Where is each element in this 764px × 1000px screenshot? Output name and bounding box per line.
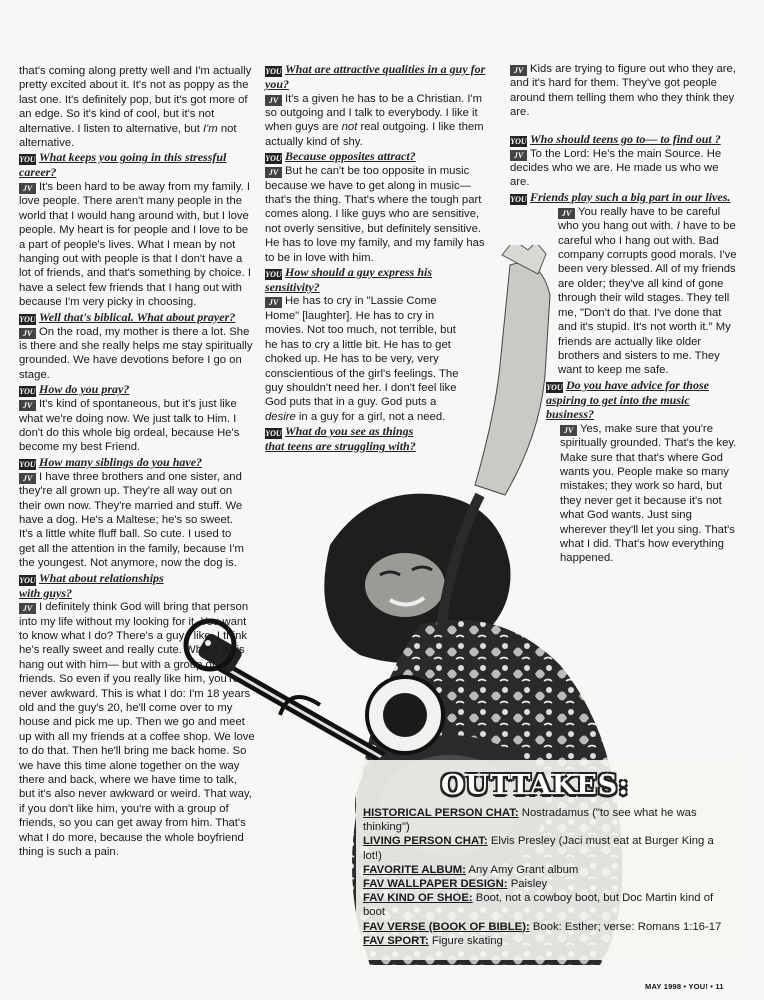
jv-badge-icon: JV bbox=[265, 95, 282, 106]
answer-how-pray: JV It's kind of spontaneous, but it's just like what we're doing now. We just talk to Him. I don't do this whole big ordeal, because He's become my best Friend. bbox=[19, 398, 240, 454]
answer-siblings: JV I have three brothers and one sister, and they're all grown up. They're all way out on their own now. They're married and stuff. We have a dog. He's a Maltese; he's so sweet. It's a little white fluff ball. So cute. I used to get all the attention in the family, because I'm the youngest. Not anymore, now the dog is. bbox=[19, 470, 244, 570]
jv-badge-icon: JV bbox=[265, 297, 282, 308]
outtake-item: FAV WALLPAPER DESIGN: Paisley bbox=[363, 878, 548, 891]
answer-who-to-go-to: JV To the Lord: He's the main Source. He decides who we are. He made us who we are. bbox=[510, 147, 722, 189]
jv-badge-icon: JV bbox=[19, 183, 36, 194]
question-attractive-qualities: YOU What are attractive qualities in a guy for you? bbox=[265, 62, 486, 91]
answer-teens-struggling: JV Kids are trying to figure out who they are, and it's hard for them. They've got people around them telling them who they think they are. bbox=[510, 63, 736, 119]
question-sensitivity: YOU How should a guy express his sensitivity? bbox=[265, 264, 433, 294]
jv-badge-icon: JV bbox=[510, 150, 527, 161]
you-badge-icon: YOU bbox=[19, 387, 36, 397]
outtake-item: FAV SPORT: Figure skating bbox=[363, 934, 503, 947]
you-badge-icon: YOU bbox=[546, 382, 563, 392]
question-how-pray: YOU How do you pray? bbox=[19, 382, 130, 397]
outtake-item: FAVORITE ALBUM: Any Amy Grant album bbox=[363, 863, 579, 876]
question-who-to-go-to: YOU Who should teens go to— to find out ? bbox=[510, 131, 721, 146]
jv-badge-icon: JV bbox=[19, 400, 36, 411]
answer-prayer: JV On the road, my mother is there a lot. She is there and she really helps me stay spiritually grounded. We have devotions before I go on stage. bbox=[19, 325, 253, 381]
page-footer: MAY 1998 • YOU! • 11 bbox=[645, 982, 724, 991]
jv-badge-icon: JV bbox=[558, 208, 575, 219]
outtakes-box bbox=[356, 760, 741, 960]
jv-badge-icon: JV bbox=[19, 473, 36, 484]
jv-badge-icon: JV bbox=[19, 328, 36, 339]
jv-badge-icon: JV bbox=[265, 167, 282, 178]
you-badge-icon: YOU bbox=[265, 429, 282, 439]
question-friends: YOU Friends play such a big part in our lives. bbox=[510, 189, 731, 204]
answer-music-business: JV Yes, make sure that you're spiritually grounded. That's the key. Make sure that that's where God wants you. People make so many mistakes; they work so hard, but they never get it because it's not what God wants. Just sing wherever they'll let you sing. That's what I did. That's how everything happened. bbox=[560, 422, 737, 565]
answer-stressful-career: JV It's been hard to be away from my family. I love people. There aren't many people in the world that I would hang around with, but I love people. My heart is for people and I love to be a part of people's lives. What I mean by not hanging out with people is that I don't have a lot of friends, and that's something by choice. I have a select few friends that I hang out with because I'm very picky in choosing. bbox=[19, 180, 251, 309]
jv-badge-icon: JV bbox=[19, 603, 36, 614]
jv-badge-icon: JV bbox=[510, 65, 527, 76]
answer-attractive-qualities: JV It's a given he has to be a Christian. I'm so outgoing and I talk to everybody. I like it when guys are not real outgoing. I like them actually kind of shy. bbox=[265, 92, 484, 148]
intro-text: that's coming along pretty well and I'm actually pretty excited about it. It's not as poppy as the last one. It's definitely pop, but it's got more of an edge. So it's kind of cool, but it's not alternative. I listen to alternative, but I'm not alternative. bbox=[19, 65, 252, 150]
you-badge-icon: YOU bbox=[265, 269, 282, 279]
face bbox=[365, 553, 445, 617]
question-opposites: YOU Because opposites attract? bbox=[265, 149, 416, 164]
outtake-item: LIVING PERSON CHAT: Elvis Presley (Jaci must eat at Burger King a lot!) bbox=[363, 835, 714, 862]
outtake-item: HISTORICAL PERSON CHAT: Nostradamus ("to see what he was thinking") bbox=[363, 807, 697, 834]
answer-friends: JV You really have to be careful who you hang out with. I have to be careful who I hang out with. Bad company corrupts good morals. I've been very blessed. All of my friends are older; they've all kind of gone through their wild stages. They tell me, "Don't do that. I've done that and it's stupid. It's not worth it." My friends are actually like older brothers and sisters to me. They want to keep me safe. bbox=[558, 205, 737, 377]
answer-relationships: JV I definitely think God will bring that person into my life without my looking for it. You want to know what I do? There's a guy I like. I think he's really sweet and really cute. What I do is hang out with him— but with a group of friends. So even if you really like him, you're never awkward. This is what I do: I'm 18 years old and the guy's 20, he'll come over to my house and pick me up. Then we go and meet up with all my friends at a coffee shop. We love to do that. Then he'll bring me back home. So we have this time alone together on the way there and back, where we have time to talk, but it's also never awkward or weird. That way, if you don't like him, you're with a group of friends, so you can get away from him. That's what I do more, because the whole boyfriend thing is such a pain. bbox=[19, 601, 255, 859]
question-siblings: YOU How many siblings do you have? bbox=[19, 454, 203, 469]
you-badge-icon: YOU bbox=[19, 459, 36, 469]
answer-sensitivity: JV He has to cry in "Lassie Come Home" [laughter]. He has to cry in movies. Not too much, not terrible, but he has to cry a little bit. He has to get choked up. He has to be very, very conscientious of the girl's feelings. The guy shouldn't need her. I don't feel like God puts that in a guy. God puts a desire in a guy for a girl, not a need. bbox=[265, 295, 459, 423]
column-3 bbox=[510, 62, 740, 566]
you-badge-icon: YOU bbox=[510, 194, 527, 204]
you-badge-icon: YOU bbox=[265, 154, 282, 164]
outtakes-list bbox=[363, 806, 735, 948]
outtake-item: FAV KIND OF SHOE: Boot, not a cowboy boot, but Doc Martin kind of boot bbox=[363, 892, 714, 919]
you-badge-icon: YOU bbox=[510, 136, 527, 146]
question-prayer: YOU Well that's biblical. What about prayer? bbox=[19, 309, 236, 324]
outtake-item: FAV VERSE (BOOK OF BIBLE): Book: Esther; verse: Romans 1:16-17 bbox=[363, 920, 722, 933]
you-badge-icon: YOU bbox=[265, 67, 282, 76]
question-relationships: YOU What about relationships with guys? bbox=[19, 570, 164, 600]
question-teens-struggling: YOU What do you see as things that teens are struggling with? bbox=[265, 424, 416, 454]
question-music-business: YOU Do you have advice for those aspiring to get into the music business? bbox=[546, 377, 709, 422]
column-1 bbox=[19, 64, 255, 860]
you-badge-icon: YOU bbox=[19, 314, 36, 324]
you-badge-icon: YOU bbox=[19, 155, 36, 165]
question-stressful-career: YOU What keeps you going in this stressful career? bbox=[19, 150, 227, 180]
column-2 bbox=[265, 62, 497, 454]
you-badge-icon: YOU bbox=[19, 575, 36, 585]
outtakes-title: OUTTAKES: bbox=[441, 770, 630, 801]
jv-badge-icon: JV bbox=[560, 425, 577, 436]
answer-opposites: JV But he can't be too opposite in music because we have to get along in music— that's the thing. That's where the tough part comes along. I like guys who are sensitive, not overly sensitive, but definitely sensitive. He has to love my family, and my family has to be in love with him. bbox=[265, 165, 485, 264]
